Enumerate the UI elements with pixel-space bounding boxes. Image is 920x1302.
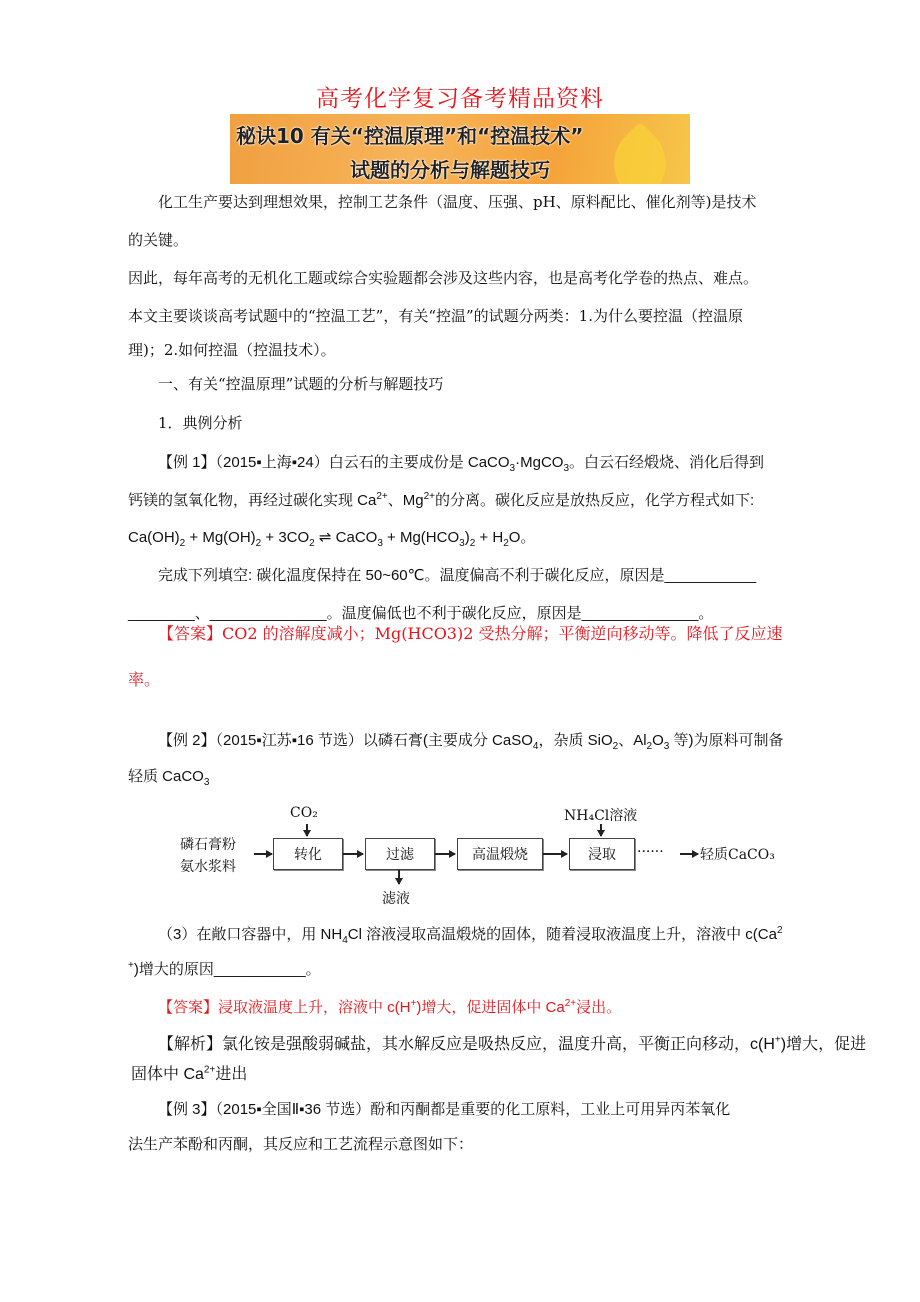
text-run: 、: [194, 605, 210, 622]
example-2-answer: [158, 998, 621, 1018]
subscript: 2: [646, 741, 653, 752]
text-run: 因此，每年高考的无机化工题或综合实验题都会涉及这些内容，也是高考化学卷的热点、难点。: [128, 269, 759, 287]
example-3-line: [128, 1135, 473, 1155]
subscript: 2: [469, 538, 476, 549]
section-subheading: 1．典例分析: [158, 414, 243, 432]
intro-line: [128, 230, 188, 250]
text-run: 轻质 CaCO: [128, 768, 204, 785]
text-run: O: [652, 732, 664, 749]
superscript: +: [410, 998, 417, 1009]
text-run: 法生产苯酚和丙酮，其反应和工艺流程示意图如下：: [128, 1136, 474, 1153]
flow-filtrate-label: 滤液: [382, 891, 410, 907]
subscript: 2: [179, 538, 186, 549]
text-run: O。: [508, 529, 536, 546]
subscript: 2: [503, 538, 509, 549]
text-run: （3）在敞口容器中，用 NH: [158, 926, 343, 943]
superscript: +: [128, 960, 134, 971]
flow-product: 轻质CaCO₃: [700, 847, 775, 863]
arrow-icon: [254, 853, 272, 855]
text-run: )增大的原因: [133, 961, 214, 978]
example-2-line: [158, 731, 784, 751]
subscript: 4: [532, 741, 539, 752]
fill-in-blank: ___________: [664, 567, 757, 584]
text-run: + Mg(OH): [185, 529, 256, 546]
flow-input-2: 氨水浆料: [180, 859, 236, 875]
text-run: )增大，促进: [780, 1036, 867, 1053]
text-run: 钙镁的氢氧化物，再经过碳化实现 Ca: [128, 492, 377, 509]
text-run: + 3CO: [261, 529, 310, 546]
subscript: 3: [663, 741, 670, 752]
arrow-icon: [543, 853, 567, 855]
example-2-question: [128, 960, 321, 980]
flow-co2-label: CO₂: [290, 805, 318, 821]
text-run: 【例 1】（2015▪上海▪24）白云石的主要成份是 CaCO: [158, 454, 510, 471]
text-run: ，杂质 SiO: [538, 732, 613, 749]
flow-nh4cl-label: NH₄Cl溶液: [564, 808, 638, 824]
arrow-down-icon: [600, 824, 602, 836]
example-1-line: [158, 453, 764, 473]
subscript: 2: [612, 741, 619, 752]
text-run: + H: [475, 529, 504, 546]
text-run: 。: [698, 605, 714, 622]
banner-line-2: 试题的分析与解题技巧: [350, 158, 550, 182]
process-flowchart: [180, 800, 780, 910]
text-run: 。: [305, 961, 321, 978]
fill-in-blank: ________: [128, 605, 195, 622]
text-run: 进出: [215, 1066, 248, 1083]
example-3-line: [158, 1100, 730, 1120]
subscript: 3: [377, 538, 383, 549]
arrow-icon: [343, 853, 363, 855]
text-run: Cl 溶液浸取高温煅烧的固体，随着浸取液温度上升，溶液中 c(Ca: [347, 926, 777, 943]
intro-line: [128, 268, 758, 288]
text-run: 的分离。碳化反应是放热反应，化学方程式如下:: [435, 492, 755, 509]
text-run: )增大，促进固体中 Ca: [416, 999, 565, 1016]
example-1-question: [158, 566, 756, 586]
text-run: 理)；2.如何控温（控温技术）。: [128, 341, 336, 359]
text-run: 等)为原料可制备: [669, 732, 784, 749]
flow-step-4: 浸取: [569, 838, 635, 870]
arrow-icon: [680, 853, 698, 855]
text-run: 【答案】CO2 的溶解度减小；Mg(HCO3)2 受热分解；平衡逆向移动等。降低了反应速: [158, 624, 783, 643]
subscript: 3: [203, 777, 210, 788]
text-run: 率。: [128, 670, 161, 689]
example-2-analysis: [158, 1035, 866, 1055]
superscript: 2+: [564, 998, 577, 1009]
flow-step-1: 转化: [273, 838, 343, 870]
text-run: 【答案】浸取液温度上升，溶液中 c(H: [158, 999, 411, 1016]
text-run: Ca(OH): [128, 529, 180, 546]
example-1-answer: [128, 670, 160, 690]
flow-input-1: 磷石膏粉: [180, 837, 236, 853]
fill-in-blank: ___________: [213, 961, 306, 978]
text-run: 本文主要谈谈高考试题中的“控温工艺”，有关“控温”的试题分两类：1.为什么要控温（控温原: [128, 307, 743, 325]
intro-line: [128, 306, 743, 326]
superscript: 2+: [203, 1064, 216, 1076]
title-banner: [230, 114, 690, 184]
doc-header-title: 高考化学复习备考精品资料: [316, 86, 604, 112]
example-1-question: [128, 604, 713, 624]
example-1-answer: [158, 624, 783, 644]
intro-line: [128, 340, 336, 360]
text-run: 完成下列填空: 碳化温度保持在 50~60℃。温度偏高不利于碳化反应，原因是: [158, 567, 665, 584]
text-run: 【例 2】（2015▪江苏▪16 节选）以磷石膏(主要成分 CaSO: [158, 732, 533, 749]
subscript: 3: [509, 463, 516, 474]
fill-in-blank: ______________: [209, 605, 327, 622]
text-run: + Mg(HCO: [382, 529, 460, 546]
arrow-icon: [435, 853, 455, 855]
superscript: 2+: [423, 491, 436, 502]
text-run: ): [464, 529, 470, 546]
superscript: +: [774, 1034, 781, 1046]
subscript: 2: [309, 538, 315, 549]
subscript: 4: [342, 935, 348, 946]
section-heading: 一、有关“控温原理”试题的分析与解题技巧: [158, 375, 444, 393]
subscript: 3: [563, 463, 570, 474]
example-2-line: [128, 767, 209, 787]
flow-step-2: 过滤: [365, 838, 435, 870]
example-2-analysis: [131, 1065, 247, 1085]
text-run: 固体中 Ca: [131, 1066, 204, 1083]
text-run: 【例 3】（2015▪全国Ⅱ▪36 节选）酚和丙酮都是重要的化工原料，工业上可用异丙苯氧化: [158, 1101, 731, 1118]
banner-line-1: 秘诀10 有关“控温原理”和“控温技术”: [236, 124, 584, 148]
fill-in-blank: ______________: [581, 605, 699, 622]
text-run: 化工生产要达到理想效果，控制工艺条件（温度、压强、pH、原料配比、催化剂等)是技术: [158, 193, 757, 211]
text-run: 。温度偏低也不利于碳化反应，原因是: [326, 605, 582, 622]
text-run: 。白云石经煅烧、消化后得到: [569, 454, 765, 471]
example-2-question: [158, 925, 783, 945]
text-run: 【解析】氯化铵是强酸弱碱盐，其水解反应是吸热反应，温度升高，平衡正向移动，c(H: [158, 1036, 775, 1053]
example-1-line: [128, 491, 754, 511]
text-run: 的关键。: [128, 231, 189, 249]
text-run: 、Al: [618, 732, 647, 749]
intro-line: [158, 192, 757, 212]
subscript: 3: [459, 538, 465, 549]
arrow-down-icon: [398, 870, 400, 884]
superscript: 2: [776, 925, 783, 936]
flow-dots: ······: [637, 844, 664, 860]
chemical-equation: [128, 528, 535, 548]
subscript: 2: [255, 538, 262, 549]
text-run: 、Mg: [387, 492, 424, 509]
superscript: 2+: [376, 491, 388, 502]
text-run: ·MgCO: [515, 454, 564, 471]
text-run: ⇌ CaCO: [314, 529, 378, 546]
text-run: 浸出。: [576, 999, 622, 1016]
flow-step-3: 高温煅烧: [457, 838, 543, 870]
arrow-down-icon: [306, 824, 308, 836]
